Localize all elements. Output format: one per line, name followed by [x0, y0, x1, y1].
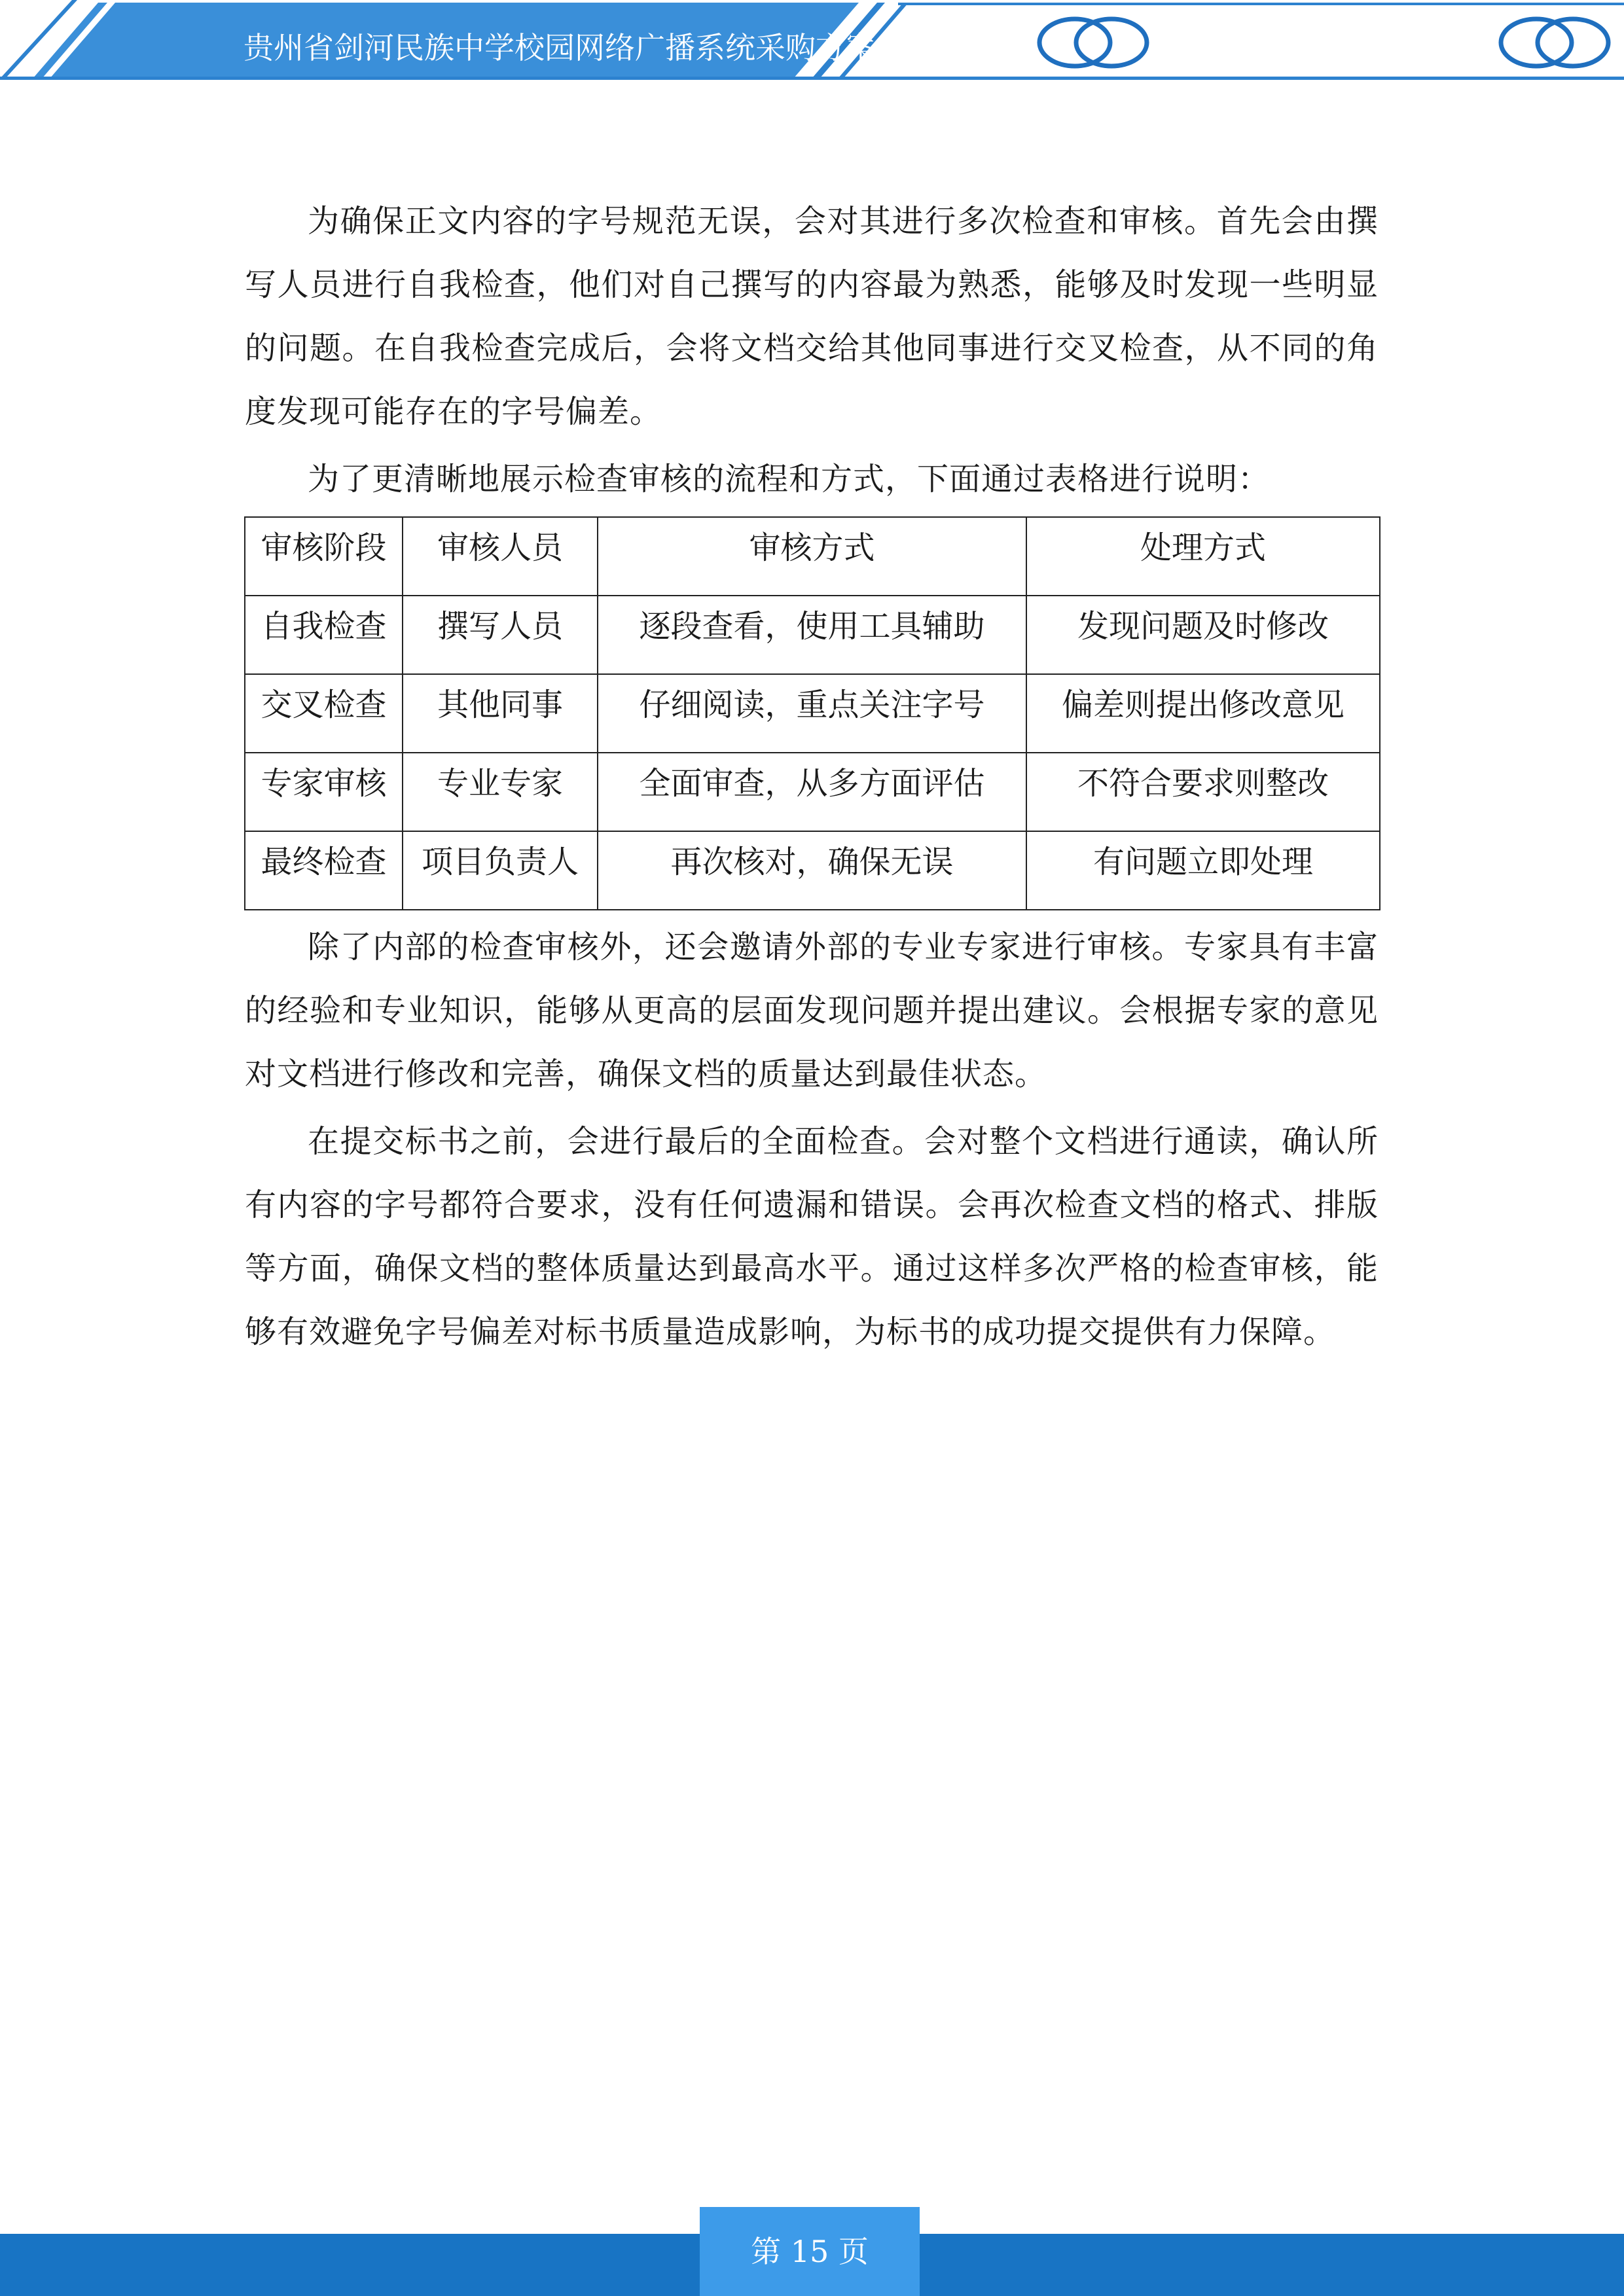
- table-header-cell: 处理方式: [1026, 517, 1380, 596]
- table-cell: 自我检查: [245, 596, 403, 674]
- table-cell: 最终检查: [245, 831, 403, 910]
- review-process-table: [244, 516, 1380, 910]
- document-body: [245, 190, 1379, 1364]
- table-cell: 再次核对，确保无误: [598, 831, 1026, 910]
- table-cell: 其他同事: [403, 674, 598, 753]
- table-header-cell: 审核阶段: [245, 517, 403, 596]
- body-paragraph: 除了内部的检查审核外，还会邀请外部的专业专家进行审核。专家具有丰富的经验和专业知识，能够从更高的层面发现问题并提出建议。会根据专家的意见对文档进行修改和完善，确保文档的质量达到最佳状态。: [245, 929, 1379, 1092]
- table-cell: 撰写人员: [403, 596, 598, 674]
- table-cell: 专业专家: [403, 753, 598, 831]
- double-ring-logo-icon: [1496, 14, 1614, 71]
- table-cell: 专家审核: [245, 753, 403, 831]
- table-cell: 仔细阅读，重点关注字号: [598, 674, 1026, 753]
- table-cell: 项目负责人: [403, 831, 598, 910]
- table-cell: 全面审查，从多方面评估: [598, 753, 1026, 831]
- page-header: [0, 0, 1624, 85]
- table-cell: 偏差则提出修改意见: [1026, 674, 1380, 753]
- table-header-cell: 审核人员: [403, 517, 598, 596]
- double-ring-logo-icon: [1034, 14, 1152, 71]
- table-cell: 交叉检查: [245, 674, 403, 753]
- page-number: 第 15 页: [700, 2207, 920, 2296]
- table-cell: 不符合要求则整改: [1026, 753, 1380, 831]
- body-paragraph: 在提交标书之前，会进行最后的全面检查。会对整个文档进行通读，确认所有内容的字号都符合要求，没有任何遗漏和错误。会再次检查文档的格式、排版等方面，确保文档的整体质量达到最高水平。通过这样多次严格的检查审核，能够有效避免字号偏差对标书质量造成影响，为标书的成功提交提供有力保障。: [245, 1123, 1379, 1350]
- table-row: [245, 596, 1380, 674]
- table-header-row: [245, 517, 1380, 596]
- table-cell: 有问题立即处理: [1026, 831, 1380, 910]
- header-title: 贵州省剑河民族中学校园网络广播系统采购方案: [244, 30, 876, 65]
- table-row: [245, 831, 1380, 910]
- table-cell: 发现问题及时修改: [1026, 596, 1380, 674]
- table-cell: 逐段查看，使用工具辅助: [598, 596, 1026, 674]
- table-row: [245, 674, 1380, 753]
- body-paragraph: 为确保正文内容的字号规范无误，会对其进行多次检查和审核。首先会由撰写人员进行自我检查，他们对自己撰写的内容最为熟悉，能够及时发现一些明显的问题。在自我检查完成后，会将文档交给其他同事进行交叉检查，从不同的角度发现可能存在的字号偏差。: [245, 203, 1379, 430]
- table-row: [245, 753, 1380, 831]
- body-paragraph: 为了更清晰地展示检查审核的流程和方式，下面通过表格进行说明：: [308, 461, 1271, 497]
- table-header-cell: 审核方式: [598, 517, 1026, 596]
